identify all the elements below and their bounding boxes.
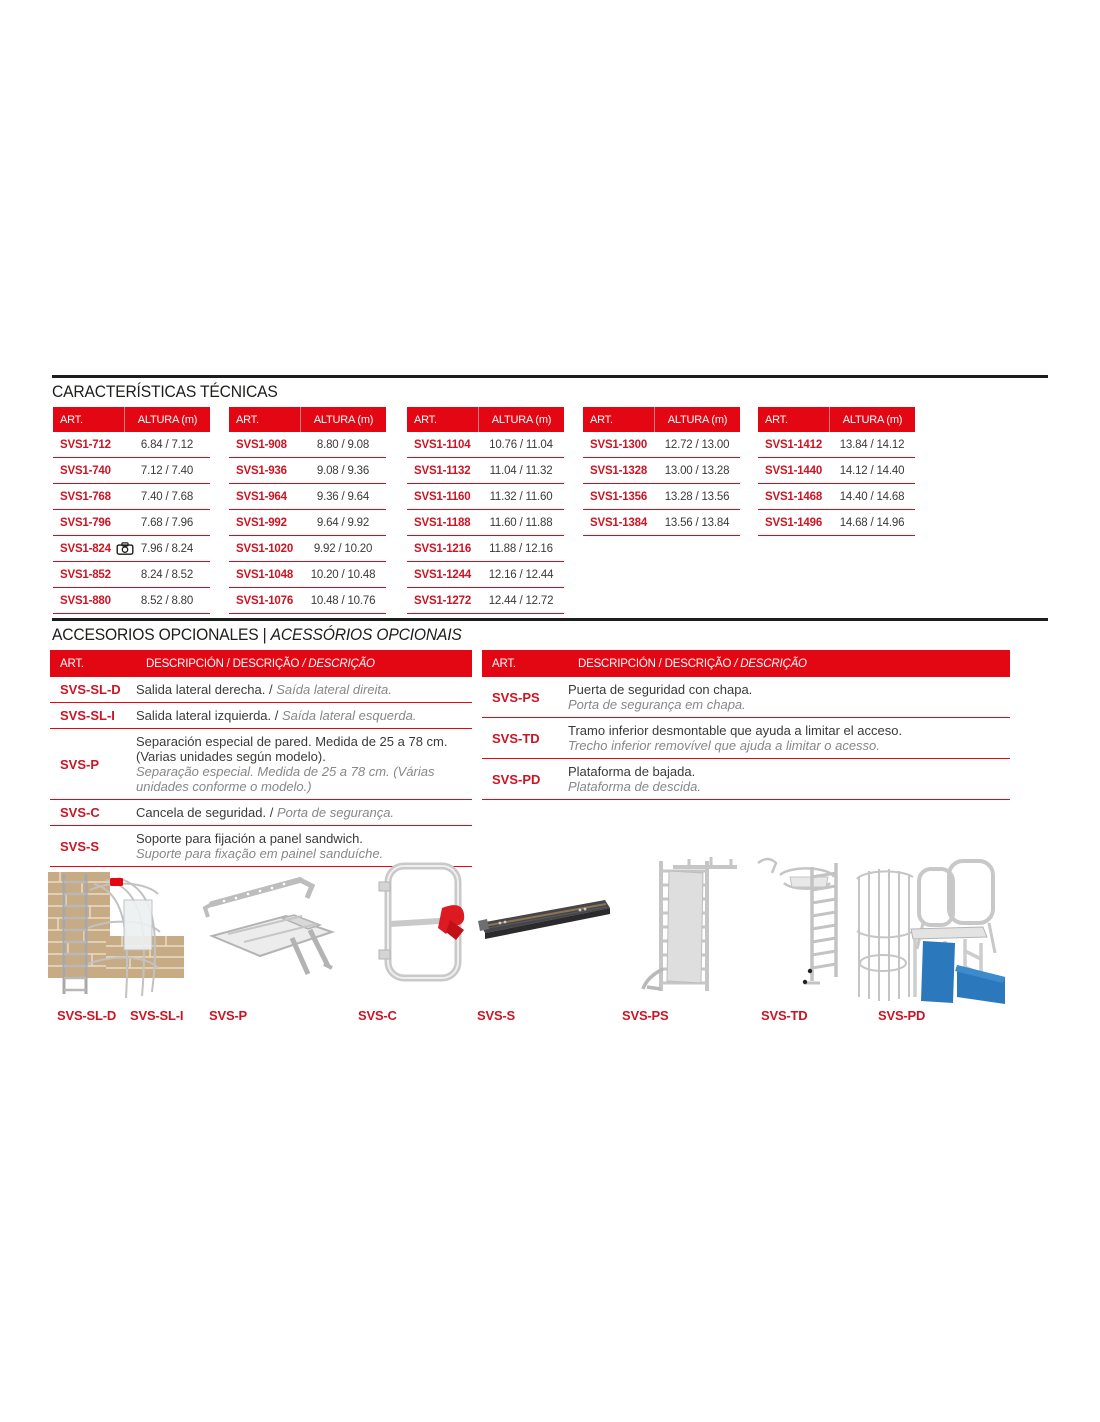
article-code: SVS1-796 xyxy=(60,516,111,529)
article-code: SVS1-1104 xyxy=(414,438,471,451)
red-latch xyxy=(110,878,123,886)
table-row xyxy=(229,458,386,484)
accessories-section-title-text xyxy=(52,625,462,645)
tech-table-2 xyxy=(229,407,386,614)
article-code: SVS1-1216 xyxy=(414,542,472,555)
height-value: 10.20 / 10.48 xyxy=(310,568,376,581)
description-es: Soporte para fijación a panel sandwich. xyxy=(136,831,363,846)
table-row xyxy=(583,458,740,484)
svs-p-product-image xyxy=(198,868,343,988)
table-row xyxy=(583,432,740,458)
section-divider xyxy=(52,618,1048,621)
tech-table-3 xyxy=(407,407,564,614)
table-header xyxy=(229,407,386,432)
height-value: 6.84 / 7.12 xyxy=(140,438,194,451)
description-es: Plataforma de bajada. xyxy=(568,764,696,779)
table-row xyxy=(758,510,915,536)
table-row xyxy=(229,510,386,536)
article-code: SVS1-1328 xyxy=(590,464,648,477)
product-label-svs-s: SVS-S xyxy=(477,1008,516,1023)
table-row xyxy=(53,510,210,536)
product-label-svs-sl-i: SVS-SL-I xyxy=(130,1008,184,1023)
svs-pd-product-image xyxy=(853,857,1008,1009)
article-code: SVS1-1244 xyxy=(414,568,472,581)
table-row xyxy=(482,677,1010,718)
safety-gate-illustration xyxy=(372,858,472,990)
article-code: SVS-PD xyxy=(492,771,541,787)
article-code: SVS-TD xyxy=(492,730,540,746)
article-code: SVS1-1468 xyxy=(765,490,823,503)
table-row xyxy=(50,729,472,800)
svs-ps-product-image xyxy=(633,851,743,1001)
article-code: SVS1-1020 xyxy=(236,542,294,555)
accessories-title-pt: ACESSÓRIOS OPCIONAIS xyxy=(270,625,462,644)
description-pt: Saída lateral direita. xyxy=(276,682,392,697)
description-cell xyxy=(568,723,1010,753)
height-value: 7.40 / 7.68 xyxy=(140,490,194,503)
article-code: SVS-P xyxy=(60,756,100,772)
height-value: 11.04 / 11.32 xyxy=(489,464,553,477)
table-row xyxy=(758,432,915,458)
height-value: 14.40 / 14.68 xyxy=(839,490,905,503)
article-code: SVS1-1132 xyxy=(414,464,471,477)
height-value: 8.80 / 9.08 xyxy=(316,438,370,451)
table-row xyxy=(53,536,210,562)
table-row xyxy=(407,562,564,588)
article-code: SVS1-992 xyxy=(236,516,287,529)
table-row xyxy=(482,718,1010,759)
product-label-svs-p: SVS-P xyxy=(209,1008,248,1023)
article-code: SVS1-740 xyxy=(60,464,111,477)
column-header-art: ART. xyxy=(590,413,613,426)
accessories-table-right xyxy=(482,650,1010,800)
section-divider xyxy=(52,375,1048,378)
svs-s-product-image xyxy=(478,893,613,958)
language-separator: / xyxy=(268,682,273,697)
tech-table-1 xyxy=(53,407,210,614)
description-es: Tramo inferior desmontable que ayuda a limitar el acceso. xyxy=(568,723,903,738)
article-code: SVS1-1272 xyxy=(414,594,472,607)
column-header-desc-italic: / DESCRIÇÃO xyxy=(734,657,807,670)
article-code: SVS1-1412 xyxy=(765,438,823,451)
table-row xyxy=(583,510,740,536)
table-header xyxy=(407,407,564,432)
tech-table-5 xyxy=(758,407,915,536)
column-header-desc-italic: / DESCRIÇÃO xyxy=(302,657,375,670)
height-value: 11.60 / 11.88 xyxy=(489,516,553,529)
column-header-altura: ALTURA (m) xyxy=(829,407,915,432)
removable-section-illustration xyxy=(750,851,850,991)
column-header-art: ART. xyxy=(60,657,84,670)
height-value: 9.92 / 10.20 xyxy=(313,542,373,555)
table-row xyxy=(229,484,386,510)
column-header-desc-text: DESCRIPCIÓN / DESCRIÇÃO xyxy=(146,657,300,670)
article-code: SVS-C xyxy=(60,805,100,820)
tech-section-title-text: CARACTERÍSTICAS TÉCNICAS xyxy=(52,382,278,401)
ladder-panel-illustration xyxy=(633,851,743,996)
height-value: 14.68 / 14.96 xyxy=(839,516,905,529)
description-cell xyxy=(568,764,1010,794)
description-cell xyxy=(136,805,472,820)
description-es: Puerta de seguridad con chapa. xyxy=(568,682,753,697)
description-es: Cancela de seguridad. xyxy=(136,805,267,820)
height-value: 11.88 / 12.16 xyxy=(489,542,553,555)
article-code: SVS1-1048 xyxy=(236,568,294,581)
article-code: SVS1-908 xyxy=(236,438,287,451)
description-pt: Plataforma de descida. xyxy=(568,779,701,794)
height-value: 10.48 / 10.76 xyxy=(310,594,376,607)
height-value: 13.56 / 13.84 xyxy=(664,516,730,529)
table-row xyxy=(407,510,564,536)
height-value: 8.24 / 8.52 xyxy=(140,568,194,581)
product-label-svs-sl-d: SVS-SL-D xyxy=(57,1008,117,1023)
table-row xyxy=(758,484,915,510)
description-pt: Porta de segurança em chapa. xyxy=(568,697,746,712)
height-value: 9.64 / 9.92 xyxy=(316,516,370,529)
article-code: SVS1-1188 xyxy=(414,516,471,529)
column-header-art: ART. xyxy=(236,413,259,426)
camera-icon xyxy=(116,542,134,555)
table-row xyxy=(407,484,564,510)
svs-c-product-image xyxy=(372,858,472,995)
tech-table-4 xyxy=(583,407,740,536)
height-value: 7.12 / 7.40 xyxy=(140,464,194,477)
article-code: SVS-S xyxy=(60,838,100,854)
product-label-svs-ps: SVS-PS xyxy=(622,1008,669,1023)
article-code: SVS1-768 xyxy=(60,490,111,503)
svs-td-product-image xyxy=(750,851,850,996)
table-row xyxy=(50,677,472,703)
article-code: SVS1-936 xyxy=(236,464,287,477)
table-row xyxy=(482,759,1010,800)
article-code: SVS1-880 xyxy=(60,594,111,607)
height-value: 12.44 / 12.72 xyxy=(488,594,554,607)
table-header xyxy=(482,650,1010,677)
height-value: 9.36 / 9.64 xyxy=(316,490,370,503)
wall-bracket-illustration xyxy=(198,868,343,983)
article-code: SVS-PS xyxy=(492,689,540,705)
column-header-art: ART. xyxy=(60,413,83,426)
table-row xyxy=(758,458,915,484)
description-cell xyxy=(136,734,472,794)
height-value: 11.32 / 11.60 xyxy=(489,490,553,503)
height-value: 7.96 / 8.24 xyxy=(140,542,194,555)
language-separator: / xyxy=(269,805,274,820)
description-cell xyxy=(136,831,472,861)
table-header xyxy=(758,407,915,432)
accessories-section-title xyxy=(52,625,497,645)
description-pt: Separação especial. Medida de 25 a 78 cm. (Várias unidades conforme o modelo.) xyxy=(136,764,435,794)
column-header-altura: ALTURA (m) xyxy=(478,407,564,432)
ladder-cage-wall-illustration xyxy=(46,866,186,1002)
description-pt: Trecho inferior removível que ajuda a limitar o acesso. xyxy=(568,738,880,753)
tech-section-title xyxy=(52,382,297,402)
table-row xyxy=(407,536,564,562)
panel-rail-illustration xyxy=(478,893,613,953)
column-header-desc-text: DESCRIPCIÓN / DESCRIÇÃO xyxy=(578,657,732,670)
height-value: 7.68 / 7.96 xyxy=(140,516,194,529)
article-code: SVS1-824 xyxy=(60,542,111,555)
table-row xyxy=(229,588,386,614)
column-header-description xyxy=(578,658,1010,670)
column-header-art: ART. xyxy=(765,413,788,426)
table-row xyxy=(407,588,564,614)
table-header xyxy=(50,650,472,677)
height-value: 10.76 / 11.04 xyxy=(489,438,553,451)
descent-platform-illustration xyxy=(853,857,1008,1004)
table-row xyxy=(407,458,564,484)
article-code: SVS-SL-D xyxy=(60,682,121,697)
column-header-altura: ALTURA (m) xyxy=(124,407,210,432)
article-code: SVS1-852 xyxy=(60,568,111,581)
table-row xyxy=(583,484,740,510)
article-code: SVS1-964 xyxy=(236,490,287,503)
table-row xyxy=(53,458,210,484)
height-value: 13.84 / 14.12 xyxy=(839,438,905,451)
product-label-svs-td: SVS-TD xyxy=(761,1008,808,1023)
table-row xyxy=(53,562,210,588)
table-row xyxy=(53,432,210,458)
article-code: SVS1-712 xyxy=(60,438,111,451)
table-row xyxy=(53,484,210,510)
accessories-table-left xyxy=(50,650,472,867)
table-header xyxy=(53,407,210,432)
article-code: SVS1-1300 xyxy=(590,438,648,451)
article-code: SVS-SL-I xyxy=(60,708,115,723)
column-header-altura: ALTURA (m) xyxy=(654,407,740,432)
description-cell xyxy=(136,708,472,723)
article-code: SVS1-1496 xyxy=(765,516,823,529)
article-code: SVS1-1356 xyxy=(590,490,648,503)
table-row xyxy=(50,703,472,729)
height-value: 13.28 / 13.56 xyxy=(664,490,730,503)
height-value: 12.72 / 13.00 xyxy=(664,438,730,451)
description-es: Salida lateral derecha. xyxy=(136,682,266,697)
height-value: 9.08 / 9.36 xyxy=(316,464,370,477)
description-pt: Saída lateral esquerda. xyxy=(282,708,417,723)
column-header-art: ART. xyxy=(414,413,437,426)
svs-sl-product-image xyxy=(46,866,186,1007)
column-header-altura: ALTURA (m) xyxy=(300,407,386,432)
table-row xyxy=(229,432,386,458)
column-header-art: ART. xyxy=(492,657,516,670)
title-separator: | xyxy=(262,625,267,644)
column-header-description xyxy=(146,658,472,670)
accessories-title-es: ACCESORIOS OPCIONALES xyxy=(52,625,259,644)
description-cell xyxy=(136,682,472,697)
article-code: SVS1-1384 xyxy=(590,516,648,529)
description-pt: Suporte para fixação em painel sanduíche. xyxy=(136,846,384,861)
height-value: 13.00 / 13.28 xyxy=(664,464,730,477)
product-label-svs-pd: SVS-PD xyxy=(878,1008,926,1023)
article-code: SVS1-1440 xyxy=(765,464,823,477)
table-row xyxy=(229,536,386,562)
language-separator: / xyxy=(274,708,279,723)
table-row xyxy=(53,588,210,614)
table-header xyxy=(583,407,740,432)
table-row xyxy=(50,800,472,826)
description-cell xyxy=(568,682,1010,712)
height-value: 8.52 / 8.80 xyxy=(140,594,194,607)
table-row xyxy=(407,432,564,458)
height-value: 12.16 / 12.44 xyxy=(488,568,554,581)
description-es: Salida lateral izquierda. xyxy=(136,708,272,723)
height-value: 14.12 / 14.40 xyxy=(839,464,905,477)
article-code: SVS1-1160 xyxy=(414,490,471,503)
table-row xyxy=(229,562,386,588)
description-es: Separación especial de pared. Medida de 25 a 78 cm. (Varias unidades según modelo). xyxy=(136,734,448,764)
product-label-svs-c: SVS-C xyxy=(358,1008,397,1023)
description-pt: Porta de segurança. xyxy=(276,805,395,820)
article-code: SVS1-1076 xyxy=(236,594,294,607)
